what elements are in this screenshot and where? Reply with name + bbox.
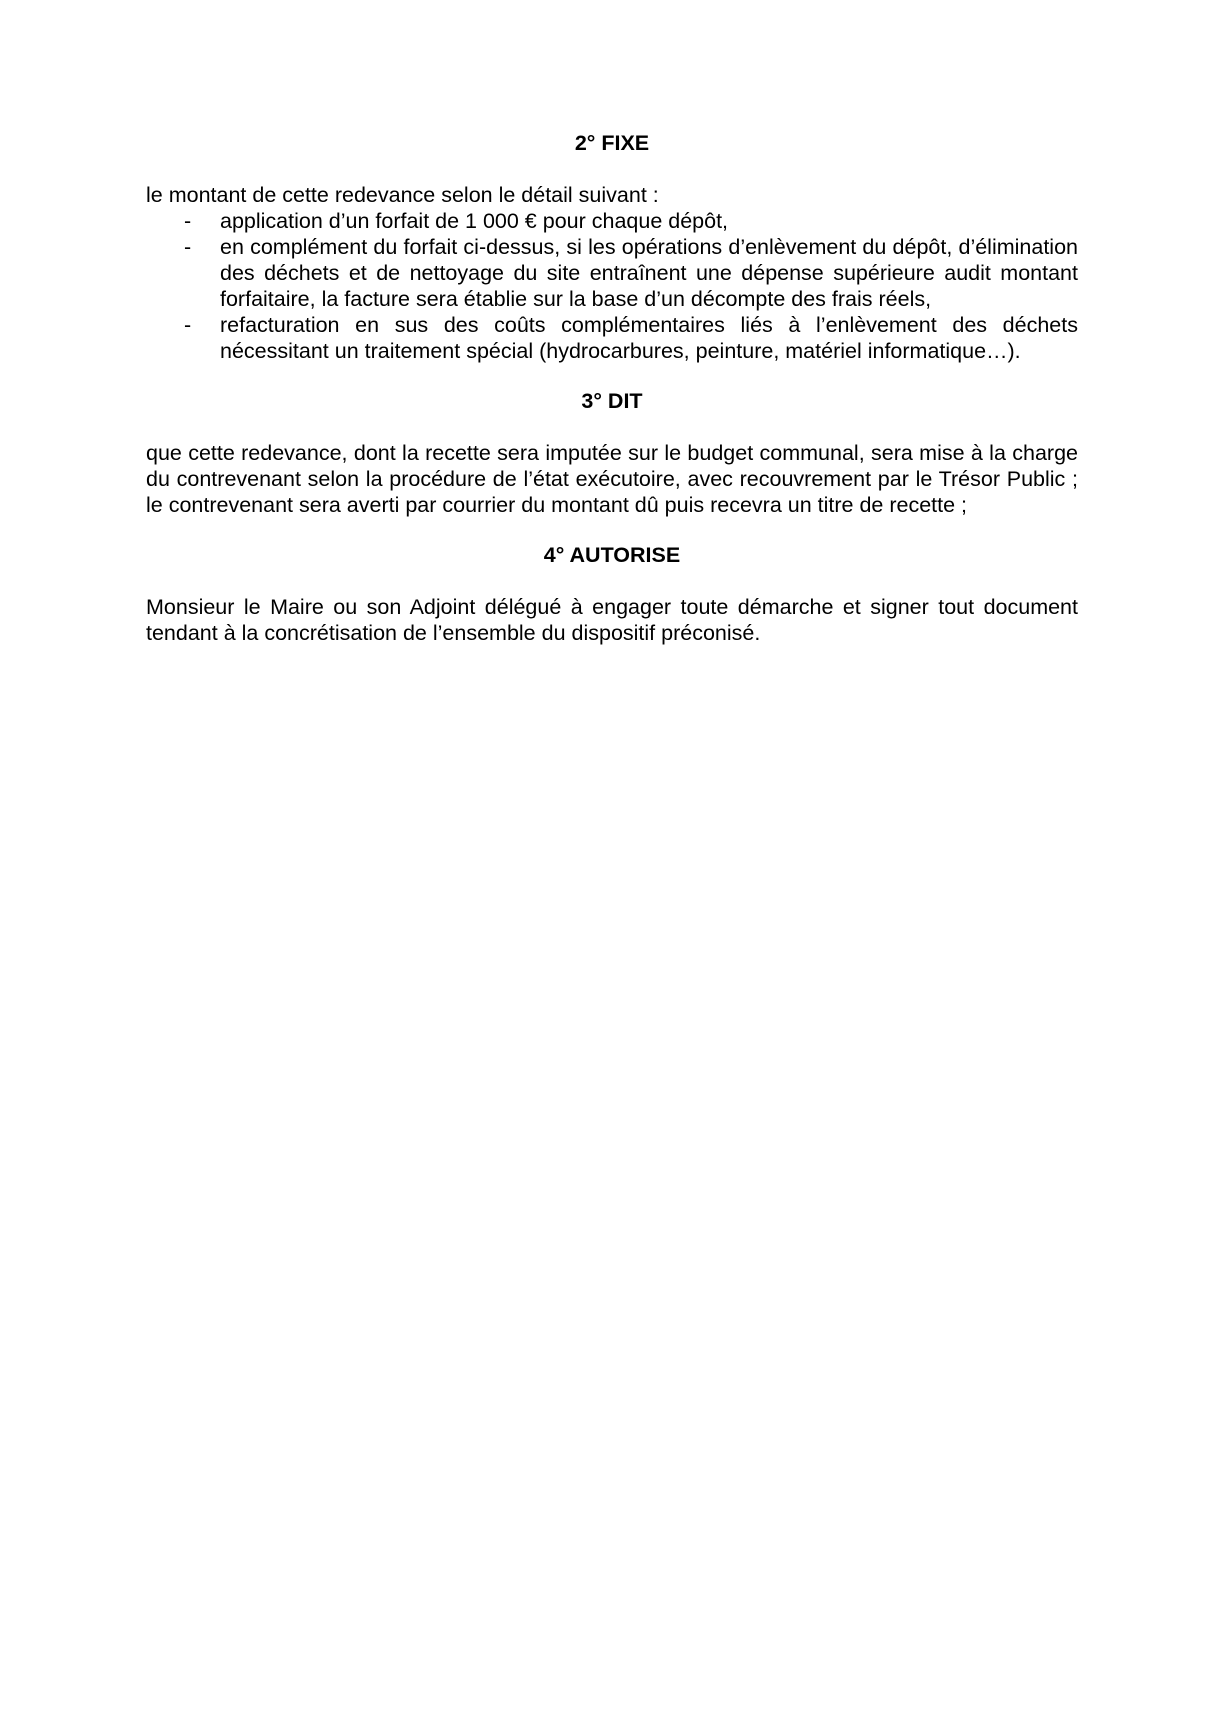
bullet-text: refacturation en sus des coûts complémentaires liés à l’enlèvement des déchets nécessitant un traitement spécial (hydrocarbures, peinture, matériel informatique…). <box>220 313 1078 363</box>
bullet-list <box>146 208 1078 364</box>
bullet-marker: - <box>184 313 192 337</box>
section-body-autorise: Monsieur le Maire ou son Adjoint délégué à engager toute démarche et signer tout document tendant à la concrétisation de l’ensemble du dispositif préconisé. <box>146 595 1078 645</box>
bullet-text: en complément du forfait ci-dessus, si les opérations d’enlèvement du dépôt, d’élimination des déchets et de nettoyage du site entraînent une dépense supérieure audit montant forfaitaire, la facture sera établie sur la base d’un décompte des frais réels, <box>220 235 1078 311</box>
list-item <box>146 312 1078 364</box>
bullet-marker: - <box>184 209 192 233</box>
document-page <box>146 130 1078 646</box>
bullet-marker: - <box>184 235 192 259</box>
section-intro-fixe: le montant de cette redevance selon le détail suivant : <box>146 183 659 207</box>
section-heading-autorise: 4° AUTORISE <box>543 543 681 567</box>
section-heading-dit: 3° DIT <box>581 389 643 413</box>
section-heading-fixe: 2° FIXE <box>574 131 650 155</box>
list-item <box>146 234 1078 312</box>
bullet-text: application d’un forfait de 1 000 € pour chaque dépôt, <box>220 209 729 233</box>
list-item <box>146 208 1078 234</box>
section-body-dit: que cette redevance, dont la recette sera imputée sur le budget communal, sera mise à la charge du contrevenant selon la procédure de l’état exécutoire, avec recouvrement par le Trésor Public ; le contrevenant sera averti par courrier du montant dû puis recevra un titre de recette ; <box>146 441 1078 517</box>
